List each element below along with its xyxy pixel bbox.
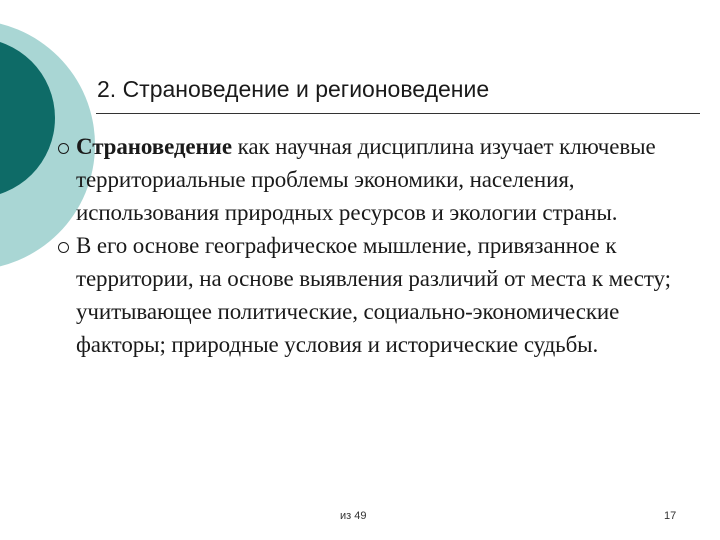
bullet-text-1 [76, 130, 708, 229]
bullet-body-2: В его основе географическое мышление, привязанное к территории, на основе выявления различий от места к месту; учитывающее политические, социально-экономические факторы; природные условия и исторические судьбы. [76, 233, 671, 357]
bullet-body-1: как научная дисциплина изучает ключевые территориальные проблемы экономики, населения, использования природных ресурсов и экологии страны. [76, 134, 656, 225]
hollow-circle-bullet-icon [58, 242, 69, 253]
hollow-circle-bullet-icon [58, 143, 69, 154]
bullet-list [58, 130, 708, 361]
slide-title: 2. Страноведение и регионоведение [97, 76, 490, 102]
bullet-text-2 [76, 229, 708, 361]
bullet-item-2 [58, 229, 708, 361]
title-underline [96, 113, 700, 114]
bullet-item-1 [58, 130, 708, 229]
bullet-bold-term: Страноведение [76, 134, 232, 159]
page-number: 17 [664, 510, 677, 522]
slide-count-label: из 49 [340, 510, 367, 522]
